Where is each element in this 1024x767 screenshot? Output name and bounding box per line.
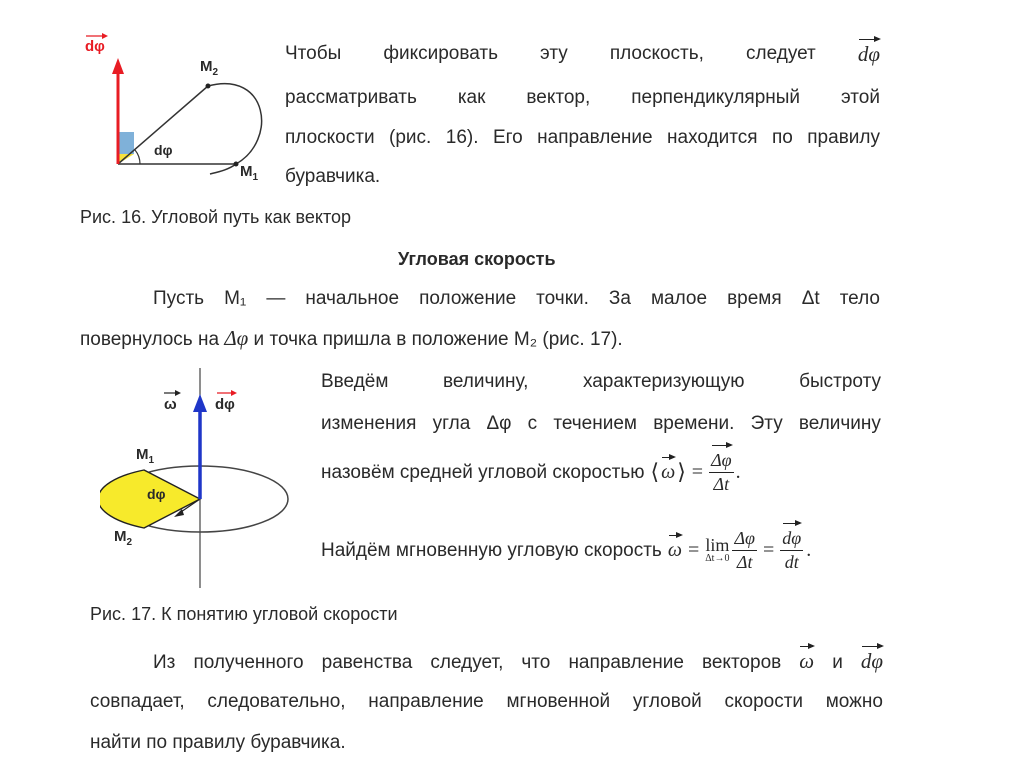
- section-heading: Угловая скорость: [398, 249, 556, 269]
- average-omega-formula: ⟨ ω ⟩ = $\frac{\Delta\varphi}{\Delta t}$ .: [650, 450, 741, 494]
- para3-line-3: назовём средней угловой скоростью ⟨ ω ⟩ = $\frac{\Delta\varphi}{\Delta t}$ .: [321, 450, 741, 494]
- para4-line-3: найти по правилу буравчика.: [90, 732, 346, 753]
- fig17-omega-label: ω: [164, 396, 177, 413]
- omega-vector-symbol: ω: [799, 649, 815, 673]
- fig16-caption: Рис. 16. Угловой путь как вектор: [80, 207, 352, 227]
- para3-line-4: Найдём мгновенную угловую скорость ω = lim Δt→0 $\frac{\Delta\varphi}{\Delta t}$ = $\frac{d\varphi}{dt}$ .: [321, 528, 812, 572]
- fig17-caption: Рис. 17. К понятию угловой скорости: [90, 604, 398, 624]
- fig16-dphi-label: dφ: [85, 38, 105, 55]
- fig16-m2-label: $M_2$: [200, 58, 219, 78]
- fig17-dphi-label: dφ: [215, 396, 235, 413]
- figure-17: [100, 368, 300, 598]
- para3-line-2: изменения угла Δφ с течением времени. Эту величину: [321, 413, 881, 434]
- para4-line-1: Из полученного равенства следует, что направление векторов ω и dφ: [153, 649, 883, 673]
- intro-line-1: Чтобы фиксировать эту плоскость, следует dφ: [285, 42, 880, 66]
- fig16-m1-label: $M_1$: [240, 163, 259, 183]
- instantaneous-omega-formula: ω = lim Δt→0 $\frac{\Delta\varphi}{\Delta t}$ = $\frac{d\varphi}{dt}$ .: [667, 528, 812, 572]
- dphi-vector-symbol: dφ: [857, 42, 880, 66]
- intro-line-3: плоскости (рис. 16). Его направление находится по правилу: [285, 127, 880, 148]
- para2-line-2: повернулось на Δφ и точка пришла в положение M₂ (рис. 17).: [80, 326, 623, 350]
- figure-16: [78, 30, 278, 200]
- plane-shading-blue: [118, 132, 134, 154]
- intro-line-2: рассматривать как вектор, перпендикулярный этой: [285, 87, 880, 108]
- intro-line-4: буравчика.: [285, 166, 381, 187]
- dphi-vector-symbol-2: dφ: [860, 649, 883, 673]
- figure-17-drawing: [100, 368, 300, 598]
- fig17-m2-label: $M_2$: [114, 528, 133, 548]
- fig17-m1-label: $M_1$: [136, 446, 155, 466]
- fig16-angle-label: dφ: [154, 142, 173, 158]
- para2-line-1: Пусть M₁ — начальное положение точки. За малое время Δt тело: [153, 288, 880, 309]
- para3-line-1: Введём величину, характеризующую быстроту: [321, 371, 881, 392]
- para4-line-2: совпадает, следовательно, направление мгновенной угловой скорости можно: [90, 691, 883, 712]
- fig17-sector-label: dφ: [147, 486, 166, 502]
